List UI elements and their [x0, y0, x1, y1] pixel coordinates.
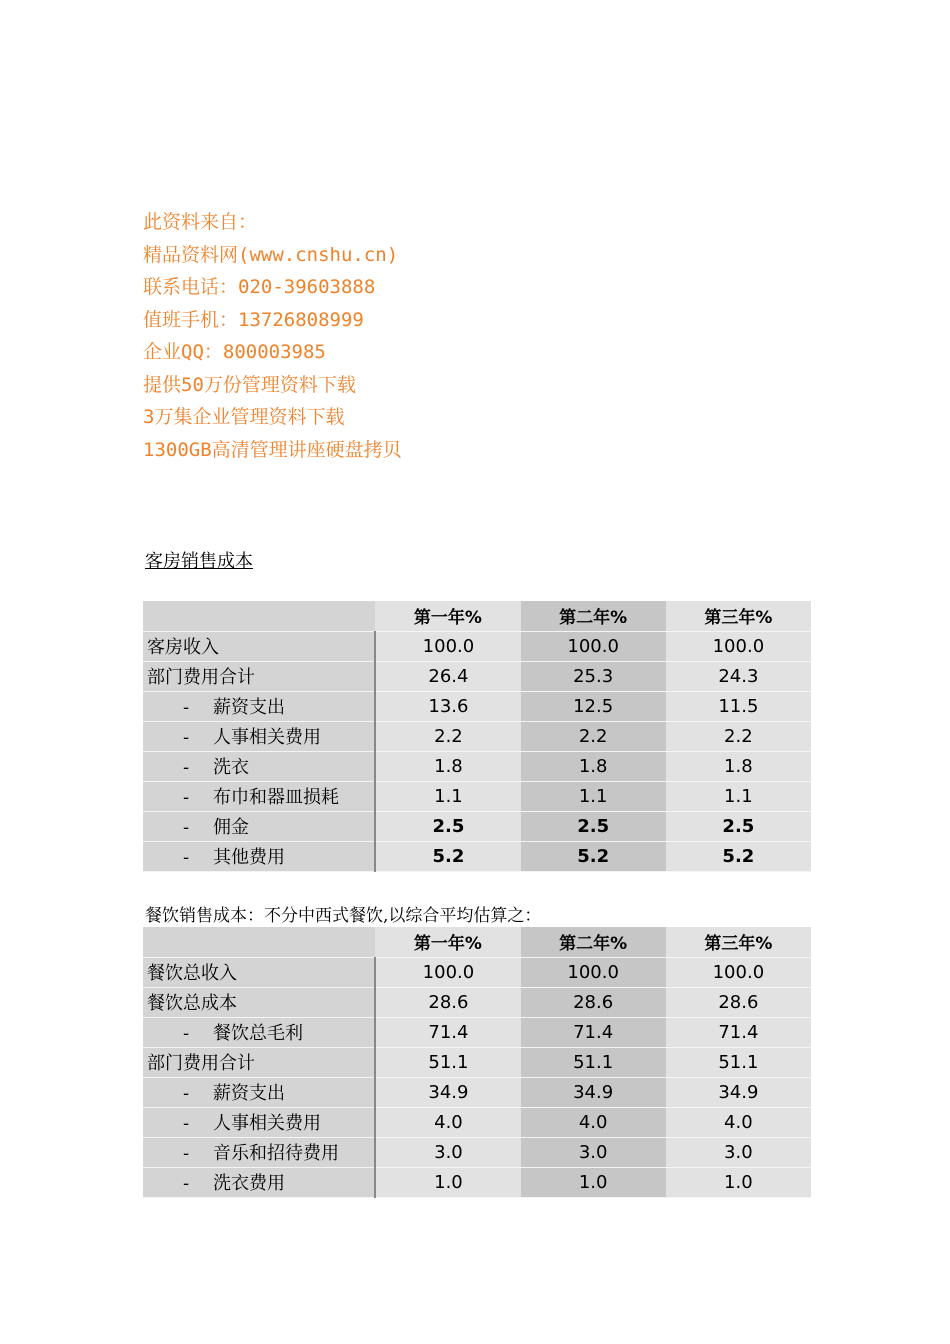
value-cell: 1.1: [521, 781, 666, 811]
row-label-text: 其他费用: [213, 847, 285, 868]
value-cell: 2.5: [666, 811, 811, 841]
promo-line: 值班手机：13726808999: [143, 308, 364, 331]
value-cell: 100.0: [375, 631, 520, 661]
value-cell: 34.9: [375, 1077, 520, 1107]
value-cell: 2.2: [666, 721, 811, 751]
row-dash: -: [183, 757, 190, 778]
column-header: 第三年%: [666, 927, 811, 957]
row-label: [143, 751, 375, 781]
value-cell: 1.1: [375, 781, 520, 811]
column-header: 第二年%: [521, 601, 666, 631]
row-label-text: 餐饮总毛利: [213, 1023, 303, 1044]
row-label-text: 人事相关费用: [213, 1113, 321, 1134]
value-cell: 4.0: [521, 1107, 666, 1137]
value-cell: 5.2: [521, 841, 666, 871]
value-cell: 5.2: [666, 841, 811, 871]
promo-line: 精品资料网(www.cnshu.cn): [143, 243, 399, 266]
row-label: [143, 1017, 375, 1047]
row-label: [143, 781, 375, 811]
value-cell: 26.4: [375, 661, 520, 691]
row-label-text: 音乐和招待费用: [213, 1143, 339, 1164]
row-label: [143, 691, 375, 721]
value-cell: 100.0: [521, 631, 666, 661]
food-cost-title: 餐饮销售成本：不分中西式餐饮,以综合平均估算之：: [145, 906, 542, 926]
row-dash: -: [183, 727, 190, 748]
value-cell: 28.6: [375, 987, 520, 1017]
room-cost-title: 客房销售成本: [145, 551, 253, 572]
value-cell: 1.1: [666, 781, 811, 811]
value-cell: 3.0: [521, 1137, 666, 1167]
value-cell: 1.0: [666, 1167, 811, 1197]
promo-line: 此资料来自：: [143, 211, 258, 233]
value-cell: 3.0: [666, 1137, 811, 1167]
value-cell: 2.5: [375, 811, 520, 841]
value-cell: 71.4: [375, 1017, 520, 1047]
row-label-text: 餐饮总收入: [147, 963, 237, 984]
table-row: [143, 957, 811, 987]
row-label-text: 薪资支出: [213, 697, 285, 718]
column-header: 第一年%: [375, 601, 520, 631]
value-cell: 1.0: [375, 1167, 520, 1197]
row-label: [143, 811, 375, 841]
value-cell: 25.3: [521, 661, 666, 691]
table-header-row: [143, 601, 811, 631]
row-label-text: 人事相关费用: [213, 727, 321, 748]
promo-block: [143, 206, 402, 466]
row-label-text: 部门费用合计: [147, 667, 255, 688]
value-cell: 24.3: [666, 661, 811, 691]
table-row: [143, 841, 811, 871]
table-row: [143, 781, 811, 811]
table-row: [143, 1107, 811, 1137]
value-cell: 2.2: [521, 721, 666, 751]
table-row: [143, 721, 811, 751]
value-cell: 4.0: [375, 1107, 520, 1137]
value-cell: 1.8: [375, 751, 520, 781]
table-header-row: [143, 927, 811, 957]
value-cell: 34.9: [666, 1077, 811, 1107]
table-row: [143, 751, 811, 781]
value-cell: 34.9: [521, 1077, 666, 1107]
value-cell: 28.6: [521, 987, 666, 1017]
value-cell: 51.1: [521, 1047, 666, 1077]
row-dash: -: [183, 787, 190, 808]
table-row: [143, 1167, 811, 1197]
value-cell: 100.0: [375, 957, 520, 987]
row-label: [143, 1137, 375, 1167]
value-cell: 4.0: [666, 1107, 811, 1137]
row-label: [143, 1077, 375, 1107]
row-label-text: 佣金: [213, 817, 249, 838]
row-label: [143, 661, 375, 691]
value-cell: 71.4: [666, 1017, 811, 1047]
promo-line: 联系电话：020-39603888: [143, 276, 376, 298]
row-label-text: 部门费用合计: [147, 1053, 255, 1074]
table-row: [143, 1047, 811, 1077]
row-dash: -: [183, 697, 190, 718]
promo-line: 企业QQ：800003985: [143, 341, 326, 363]
value-cell: 3.0: [375, 1137, 520, 1167]
row-label: [143, 1107, 375, 1137]
promo-line: 1300GB高清管理讲座硬盘拷贝: [143, 438, 402, 461]
header-blank-cell: [143, 927, 375, 957]
promo-line: 提供50万份管理资料下载: [143, 373, 356, 396]
row-label: [143, 841, 375, 871]
table-row: [143, 691, 811, 721]
row-dash: -: [183, 1113, 190, 1134]
row-label-text: 薪资支出: [213, 1083, 285, 1104]
value-cell: 100.0: [666, 631, 811, 661]
promo-line: 3万集企业管理资料下载: [143, 406, 345, 428]
value-cell: 100.0: [521, 957, 666, 987]
room-cost-table: [143, 601, 811, 872]
table-row: [143, 1137, 811, 1167]
table-row: [143, 1077, 811, 1107]
value-cell: 12.5: [521, 691, 666, 721]
value-cell: 28.6: [666, 987, 811, 1017]
table-row: [143, 1017, 811, 1047]
row-dash: -: [183, 847, 190, 868]
row-label-text: 布巾和器皿损耗: [213, 787, 339, 808]
value-cell: 2.2: [375, 721, 520, 751]
table-row: [143, 987, 811, 1017]
row-label-text: 洗衣: [213, 757, 249, 778]
value-cell: 1.8: [666, 751, 811, 781]
row-label-text: 餐饮总成本: [147, 993, 237, 1014]
value-cell: 11.5: [666, 691, 811, 721]
row-dash: -: [183, 1083, 190, 1104]
row-dash: -: [183, 1023, 190, 1044]
row-label: [143, 721, 375, 751]
row-label-text: 客房收入: [147, 637, 219, 658]
row-label-text: 洗衣费用: [213, 1173, 285, 1194]
row-label: [143, 1167, 375, 1197]
value-cell: 2.5: [521, 811, 666, 841]
value-cell: 71.4: [521, 1017, 666, 1047]
header-blank-cell: [143, 601, 375, 631]
row-dash: -: [183, 1143, 190, 1164]
value-cell: 13.6: [375, 691, 520, 721]
row-label: [143, 631, 375, 661]
table-row: [143, 811, 811, 841]
value-cell: 51.1: [375, 1047, 520, 1077]
row-label: [143, 987, 375, 1017]
table-row: [143, 661, 811, 691]
column-header: 第一年%: [375, 927, 520, 957]
value-cell: 100.0: [666, 957, 811, 987]
value-cell: 5.2: [375, 841, 520, 871]
row-label: [143, 1047, 375, 1077]
column-header: 第三年%: [666, 601, 811, 631]
value-cell: 1.8: [521, 751, 666, 781]
row-label: [143, 957, 375, 987]
food-cost-table: [143, 927, 811, 1198]
value-cell: 51.1: [666, 1047, 811, 1077]
value-cell: 1.0: [521, 1167, 666, 1197]
table-row: [143, 631, 811, 661]
row-dash: -: [183, 817, 190, 838]
column-header: 第二年%: [521, 927, 666, 957]
row-dash: -: [183, 1173, 190, 1194]
